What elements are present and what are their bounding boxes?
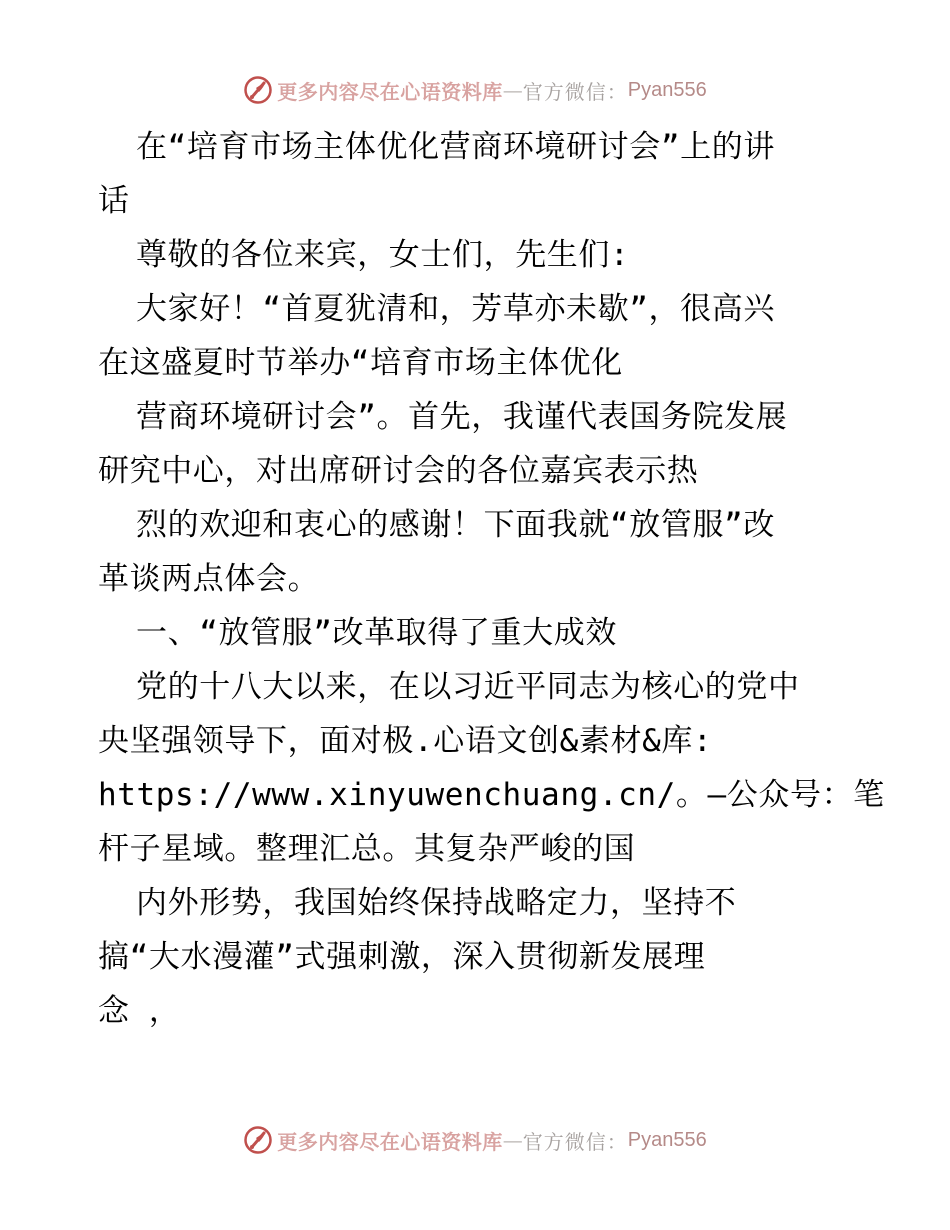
- paragraph-line: 念 ，: [98, 993, 181, 1029]
- banner-brand-text: 更多内容尽在心语资料库: [277, 1129, 503, 1154]
- paragraph-line: 央坚强领导下，面对极.心语文创&素材&库:: [98, 723, 713, 759]
- document-title-line-2: 话: [98, 183, 130, 219]
- paragraph-line: 大家好！“首夏犹清和，芳草亦未歇”，很高兴: [136, 291, 775, 327]
- paragraph-line: 烈的欢迎和衷心的感谢！下面我就“放管服”改: [136, 507, 775, 543]
- quill-logo-icon: [243, 1125, 273, 1155]
- paragraph-line: 搞“大水漫灌”式强刺激，深入贯彻新发展理: [98, 939, 706, 975]
- paragraph-line: 革谈两点体会。: [98, 561, 320, 597]
- document-body: [98, 120, 885, 1038]
- section-heading: 一、“放管服”改革取得了重大成效: [136, 615, 617, 651]
- paragraph-line: 研究中心，对出席研讨会的各位嘉宾表示热: [98, 453, 699, 489]
- banner-wechat-label: 官方微信：: [522, 1129, 628, 1154]
- paragraph-line: https://www.xinyuwenchuang.cn/。—公众号：笔: [98, 777, 885, 813]
- paragraph-line: 营商环境研讨会”。首先，我谨代表国务院发展: [136, 399, 788, 435]
- document-title-line-1: 在“培育市场主体优化营商环境研讨会”上的讲: [136, 129, 775, 165]
- paragraph-line: 内外形势，我国始终保持战略定力，坚持不: [136, 885, 737, 921]
- header-watermark-banner: [0, 72, 950, 108]
- quill-logo-icon: [243, 75, 273, 105]
- paragraph-line: 杆子星域。整理汇总。其复杂严峻的国: [98, 831, 636, 867]
- banner-wechat-label: 官方微信：: [522, 79, 628, 104]
- banner-wechat-id: Pyan556: [627, 1128, 707, 1151]
- banner-brand-text: 更多内容尽在心语资料库: [277, 79, 503, 104]
- paragraph-line: 党的十八大以来，在以习近平同志为核心的党中: [136, 669, 800, 705]
- footer-watermark-banner: [0, 1122, 950, 1158]
- banner-separator: —: [502, 1128, 523, 1152]
- salutation-line: 尊敬的各位来宾，女士们，先生们:: [136, 237, 630, 273]
- banner-wechat-id: Pyan556: [627, 78, 707, 101]
- paragraph-line: 在这盛夏时节举办“培育市场主体优化: [98, 345, 623, 381]
- banner-separator: —: [502, 78, 523, 102]
